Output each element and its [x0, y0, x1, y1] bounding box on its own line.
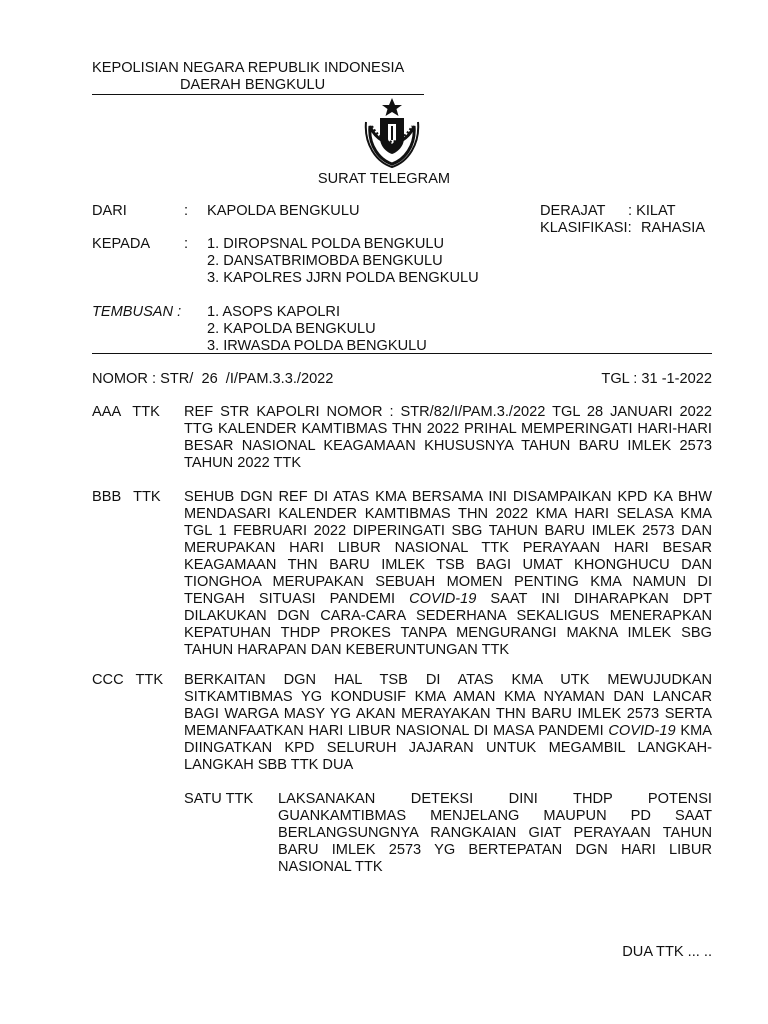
- derajat-label: DERAJAT: [540, 203, 606, 219]
- dari-label: DARI: [92, 203, 127, 219]
- kepada-label: KEPADA: [92, 236, 151, 252]
- page-continuation: DUA TTK ... ..: [622, 944, 712, 960]
- paragraph-label: CCC TTK: [92, 672, 164, 688]
- klasifikasi-label: KLASIFIKASI:: [540, 220, 632, 236]
- tembusan-label: TEMBUSAN :: [92, 304, 182, 320]
- paragraph-aaa: [92, 404, 712, 472]
- subparagraph-text: LAKSANAKAN DETEKSI DINI THDP POTENSI GUANKAMTIBMAS MENJELANG MAUPUN PD SAAT BERLANGSUNGNYA RANGKAIAN GIAT PERAYAAN TAHUN BARU IMLEK 2573 YG BERTEPATAN DGN HARI LIBUR NASIONAL TTK: [278, 791, 712, 875]
- kepada-item: 3. KAPOLRES JJRN POLDA BENGKULU: [207, 270, 479, 286]
- divider: [92, 353, 712, 354]
- paragraph-text: SEHUB DGN REF DI ATAS KMA BERSAMA INI DISAMPAIKAN KPD KA BHW MENDASARI KALENDER KAMTIBMAS THN 2022 KMA HARI SELASA KMA TGL 1 FEBRUARI 2022 DIPERINGATI SBG TAHUN BARU IMLEK 2573 DAN MERUPAKAN HARI LIBUR NASIONAL TTK PERAYAAN HARI BESAR KEAGAMAAN THN BARU IMLEK TSB BAGI UMAT KHONGHUCU DAN TIONGHOA MERUPAKAN SEBUAH MOMEN PENTING KMA NAMUN DI TENGAH SITUASI PANDEMI COVID-19 SAAT INI DIHARAPKAN DPT DILAKUKAN DGN CARA-CARA SEDERHANA SEKALIGUS MENERAPKAN KEPATUHAN THDP PROKES TANPA MENGURANGI MAKNA IMLEK SBG TAHUN HARAPAN DAN KEBERUNTUNGAN TTK: [184, 489, 712, 658]
- tembusan-item: 2. KAPOLDA BENGKULU: [207, 321, 376, 337]
- document-title: SURAT TELEGRAM: [317, 171, 451, 187]
- kepada-item: 2. DANSATBRIMOBDA BENGKULU: [207, 253, 443, 269]
- paragraph-text: BERKAITAN DGN HAL TSB DI ATAS KMA UTK MEWUJUDKAN SITKAMTIBMAS YG KONDUSIF KMA AMAN KMA NYAMAN DAN LANCAR BAGI WARGA MASY YG AKAN MERAYAKAN THN BARU IMLEK 2573 SERTA MEMANFAATKAN HARI LIBUR NASIONAL DI MASA PANDEMI COVID-19 KMA DIINGATKAN KPD SELURUH JAJARAN UNTUK MEGAMBIL LANGKAH-LANGKAH SBB TTK DUA: [184, 672, 712, 773]
- dari-value: KAPOLDA BENGKULU: [207, 203, 360, 219]
- nomor: NOMOR : STR/ 26 /I/PAM.3.3./2022: [92, 371, 334, 387]
- paragraph-label: BBB TTK: [92, 489, 161, 505]
- tembusan-item: 1. ASOPS KAPOLRI: [207, 304, 341, 320]
- covid-italic: COVID-19: [409, 591, 477, 607]
- police-emblem-icon: [358, 96, 426, 168]
- kepada-separator: :: [184, 236, 189, 252]
- letterhead-line2: DAERAH BENGKULU: [92, 77, 424, 95]
- letterhead-line1: KEPOLISIAN NEGARA REPUBLIK INDONESIA: [92, 60, 405, 76]
- paragraph-text: REF STR KAPOLRI NOMOR : STR/82/I/PAM.3./2022 TGL 28 JANUARI 2022 TTG KALENDER KAMTIBMAS THN 2022 PRIHAL MEMPERINGATI HARI-HARI BESAR NASIONAL KEAGAMAAN KHUSUSNYA TAHUN BARU IMLEK 2573 TAHUN 2022 TTK: [184, 404, 712, 471]
- paragraph-label: AAA TTK: [92, 404, 160, 420]
- tanggal: TGL : 31 -1-2022: [601, 371, 712, 387]
- subparagraph-satu: [184, 791, 712, 876]
- paragraph-bbb: [92, 489, 712, 659]
- covid-italic: COVID-19: [608, 723, 676, 739]
- klasifikasi-value: RAHASIA: [641, 220, 706, 236]
- paragraph-ccc: [92, 672, 712, 774]
- kepada-item: 1. DIROPSNAL POLDA BENGKULU: [207, 236, 445, 252]
- tembusan-item: 3. IRWASDA POLDA BENGKULU: [207, 338, 427, 354]
- dari-separator: :: [184, 203, 189, 219]
- subparagraph-label: SATU TTK: [184, 791, 254, 807]
- derajat-value: : KILAT: [628, 203, 676, 219]
- letterhead: [92, 60, 424, 95]
